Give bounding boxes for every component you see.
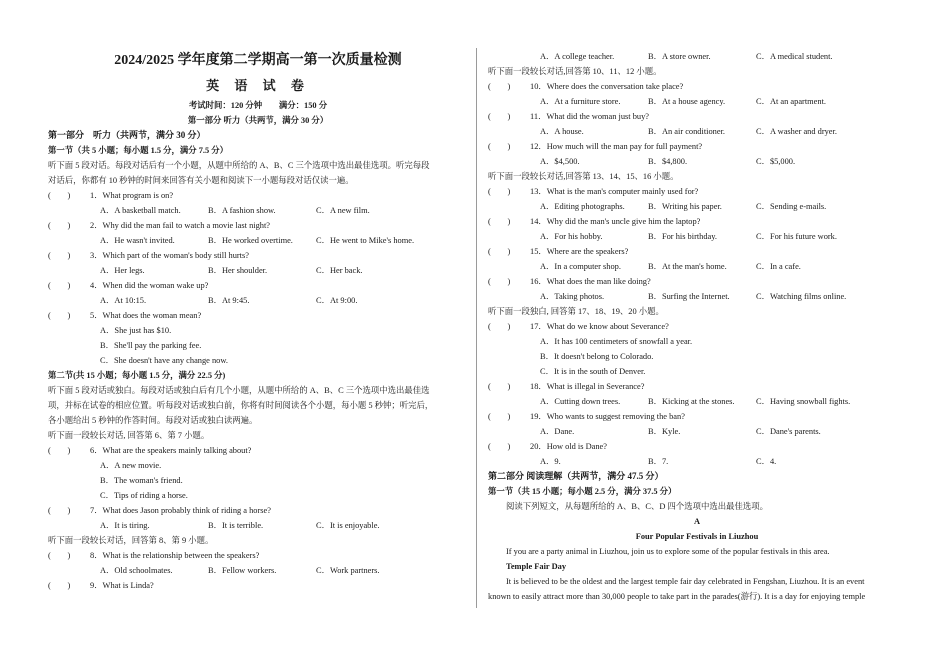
question-15 [488,244,906,259]
part2-heading: 第二部分 阅读理解（共两节，满分 47.5 分） [488,471,664,481]
option-a: A．It is tiring. [100,521,150,530]
listening-direction: 听下面一段较长对话,回答第 13、14、15、16 小题。 [488,172,679,181]
question-19 [488,409,906,424]
option-a: A．A basketball match. [100,206,181,215]
option-b: B．Her shoulder. [208,266,268,275]
section1-instructions: 听下面 5 段对话。每段对话后有一个小题，从题中所给的 A、B、C 三个选项中选出最佳选项。听完每段 [48,161,430,170]
option-a: A．For his hobby. [540,232,603,241]
question-stem: 6．What are the speakers mainly talking about? [90,446,252,455]
option-b: B．Fellow workers. [208,566,277,575]
question-stem: 10．Where does the conversation take place? [530,82,684,91]
section1-instructions: 对话后，你都有 10 秒钟的时间来回答有关小题和阅读下一小题每段对话仅读一遍。 [48,176,354,185]
column-divider [476,48,477,608]
option-a: A．A house. [540,127,584,136]
question-stem: 11．What did the woman just buy? [530,112,650,121]
listening-direction: 听下面一段较长对话, 回答第 6、第 7 小题。 [48,431,210,440]
question-stem: 7．What does Jason probably think of riding a horse? [90,506,271,515]
options-row [488,94,906,109]
option-c: C．For his future work. [756,232,837,241]
options-row [488,424,906,439]
option-c: C．Her back. [316,266,363,275]
option-c: C．$5,000. [756,157,796,166]
question-1 [48,188,468,203]
question-4 [48,278,468,293]
listening-direction: 听下面一段较长对话，回答第 8、第 9 小题。 [48,536,214,545]
right-column [488,0,906,604]
part1-centered-heading: 第一部分 听力（共两节，满分 30 分） [187,116,329,125]
option-a: A．Taking photos. [540,292,605,301]
question-10 [488,79,906,94]
options-row [488,49,906,64]
option-c: C．A new film. [316,206,370,215]
option-a: A．At a furniture store. [540,97,621,106]
question-16 [488,274,906,289]
options-row [488,154,906,169]
question-6 [48,443,468,458]
question-stem: 14．Why did the man's uncle give him the laptop? [530,217,701,226]
answer-blank[interactable]: ( ) [488,217,511,226]
answer-blank[interactable]: ( ) [48,251,71,260]
option-b: B．Writing his paper. [648,202,722,211]
options-row [48,203,468,218]
passage-paragraph: If you are a party animal in Liuzhou, join us to explore some of the popular festivals in this area. [506,547,830,556]
question-18 [488,379,906,394]
options-row [488,454,906,469]
question-2 [48,218,468,233]
option-b: B．An air conditioner. [648,127,725,136]
listening-direction: 听下面一段较长对话,回答第 10、11、12 小题。 [488,67,662,76]
option-c: C．Work partners. [316,566,380,575]
part1-heading: 第一部分 听力（共两节，满分 30 分） [48,130,206,140]
option-a: A．It has 100 centimeters of snowfall a year. [540,337,693,346]
option-c: C．A washer and dryer. [756,127,837,136]
answer-blank[interactable]: ( ) [48,191,71,200]
option-a: A．In a computer shop. [540,262,621,271]
passage-letter: A [693,517,701,526]
option-a: A．Her legs. [100,266,145,275]
option-b: B．$4,800. [648,157,688,166]
question-20 [488,439,906,454]
option-b: B．He worked overtime. [208,236,293,245]
option-a: A．He wasn't invited. [100,236,175,245]
options-row [488,229,906,244]
option-a: A．She just has $10. [100,326,172,335]
question-12 [488,139,906,154]
answer-blank[interactable]: ( ) [488,142,511,151]
question-stem: 4．When did the woman wake up? [90,281,209,290]
answer-blank[interactable]: ( ) [48,221,71,230]
passage-subheading: Temple Fair Day [506,562,567,571]
answer-blank[interactable]: ( ) [48,311,71,320]
option-c: C．Watching films online. [756,292,847,301]
option-c: C．He went to Mike's home. [316,236,415,245]
section2-heading: 第二节(共 15 小题；每小题 1.5 分，满分 22.5 分) [48,371,226,380]
option-a: A．Old schoolmates. [100,566,173,575]
option-c: C．In a cafe. [756,262,801,271]
question-stem: 19．Who wants to suggest removing the ban? [530,412,685,421]
option-a: A．A college teacher. [540,52,615,61]
option-c: C．Tips of riding a horse. [100,491,188,500]
option-b: B．A store owner. [648,52,711,61]
options-row [488,289,906,304]
question-7 [48,503,468,518]
option-b: B．Kicking at the stones. [648,397,735,406]
answer-blank[interactable]: ( ) [48,551,71,560]
option-a: A．At 10:15. [100,296,147,305]
option-a: A．Cutting down trees. [540,397,621,406]
option-c: C．A medical student. [756,52,833,61]
option-b: B．She'll pay the parking fee. [100,341,202,350]
option-a: A．Editing photographs. [540,202,625,211]
options-row [48,518,468,533]
option-c: C．Dane's parents. [756,427,821,436]
answer-blank[interactable]: ( ) [48,446,71,455]
answer-blank[interactable]: ( ) [48,506,71,515]
option-a: A．9. [540,457,561,466]
option-c: C．At 9:00. [316,296,358,305]
listening-direction: 听下面一段独白, 回答第 17、18、19、20 小题。 [488,307,664,316]
question-3 [48,248,468,263]
question-stem: 16．What does the man like doing? [530,277,651,286]
option-c: C．Sending e-mails. [756,202,827,211]
answer-blank[interactable]: ( ) [488,277,511,286]
option-b: B．It doesn't belong to Colorado. [540,352,654,361]
question-stem: 12．How much will the man pay for full payment? [530,142,703,151]
option-b: B．It is terrible. [208,521,264,530]
question-11 [488,109,906,124]
answer-blank[interactable]: ( ) [488,412,511,421]
question-stem: 9．What is Linda? [90,581,154,590]
options-row [488,259,906,274]
answer-blank[interactable]: ( ) [488,247,511,256]
answer-blank[interactable]: ( ) [488,82,511,91]
question-stem: 3．Which part of the woman's body still hurts? [90,251,249,260]
option-a: A．$4,500. [540,157,580,166]
question-stem: 1．What program is on? [90,191,174,200]
reading-instructions: 阅读下列短文，从每题所给的 A、B、C、D 四个选项中选出最佳选项。 [506,502,768,511]
answer-blank[interactable]: ( ) [488,322,511,331]
question-5 [48,308,468,323]
question-stem: 8．What is the relationship between the speakers? [90,551,260,560]
exam-subtitle: 英 语 试 卷 [206,78,310,93]
option-b: B．Surfing the Internet. [648,292,730,301]
option-c: C．It is enjoyable. [316,521,380,530]
question-13 [488,184,906,199]
answer-blank[interactable]: ( ) [488,187,511,196]
options-row [488,124,906,139]
left-column [48,0,468,593]
question-17 [488,319,906,334]
section2-instructions: 各小题给出 5 秒钟的作答时间。每段对话或独白读两遍。 [48,416,258,425]
option-b: B．At 9:45. [208,296,250,305]
question-stem: 13．What is the man's computer mainly used for? [530,187,699,196]
question-stem: 5．What does the woman mean? [90,311,202,320]
answer-blank[interactable]: ( ) [488,442,511,451]
question-stem: 2．Why did the man fail to watch a movie last night? [90,221,271,230]
question-14 [488,214,906,229]
answer-blank[interactable]: ( ) [48,281,71,290]
option-a: A．A new movie. [100,461,162,470]
option-a: A．Dane. [540,427,575,436]
options-row [48,263,468,278]
section2-instructions: 项，并标在试卷的相应位置。听每段对话或独白前，你将有时间阅读各个小题，每小题 5 秒钟；听完后， [48,401,434,410]
section1-heading: 第一节（共 5 小题；每小题 1.5 分，满分 7.5 分） [48,146,229,155]
answer-blank[interactable]: ( ) [488,112,511,121]
option-b: B．A fashion show. [208,206,276,215]
options-row [488,394,906,409]
option-c: C．4. [756,457,777,466]
question-8 [48,548,468,563]
option-c: C．At an apartment. [756,97,827,106]
question-stem: 15．Where are the speakers? [530,247,629,256]
answer-blank[interactable]: ( ) [488,382,511,391]
option-c: C．Having snowball fights. [756,397,851,406]
question-stem: 18．What is illegal in Severance? [530,382,645,391]
passage-paragraph: It is believed to be the oldest and the largest temple fair day celebrated in Fengshan, Liuzhou. It is an event [506,577,865,586]
question-9 [48,578,468,593]
option-c: C．She doesn't have any change now. [100,356,228,365]
answer-blank[interactable]: ( ) [48,581,71,590]
part2-section1-heading: 第一节（共 15 小题；每小题 2.5 分，满分 37.5 分） [488,487,677,496]
option-c: C．It is in the south of Denver. [540,367,646,376]
exam-info: 考试时间：120 分钟 满分：150 分 [188,101,328,110]
option-b: B．At the man's home. [648,262,727,271]
option-b: B．7. [648,457,669,466]
options-row [48,233,468,248]
option-b: B．The woman's friend. [100,476,183,485]
question-stem: 17．What do we know about Severance? [530,322,669,331]
option-b: B．At a house agency. [648,97,726,106]
passage-title: Four Popular Festivals in Liuzhou [635,532,759,541]
options-row [48,293,468,308]
passage-paragraph: known to easily attract more than 30,000 people to take part in the parades(游行). It is a day for enjoying temple [488,592,866,601]
options-row [48,563,468,578]
option-b: B．For his birthday. [648,232,718,241]
option-b: B．Kyle. [648,427,681,436]
exam-title: 2024/2025 学年度第二学期高一第一次质量检测 [114,53,402,68]
section2-instructions: 听下面 5 段对话或独白。每段对话或独白后有几个小题，从题中所给的 A、B、C 三个选项中选出最佳选 [48,386,430,395]
question-stem: 20．How old is Dane? [530,442,607,451]
options-row [488,199,906,214]
